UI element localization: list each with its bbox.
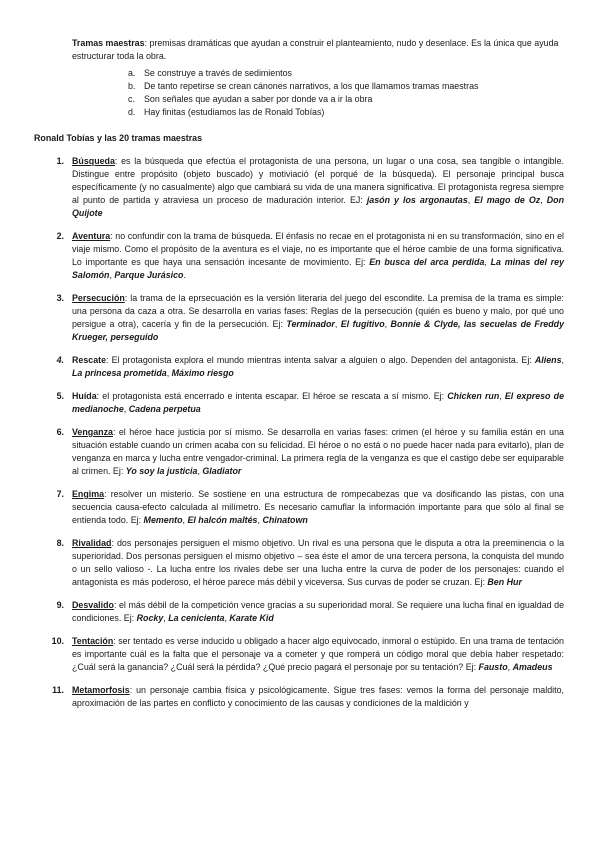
item-term: Rescate bbox=[72, 355, 107, 365]
item-term: Búsqueda bbox=[72, 156, 115, 166]
trama-item bbox=[34, 488, 564, 527]
item-number: 4. bbox=[56, 355, 64, 365]
item-example: Ben Hur bbox=[487, 577, 522, 587]
item-body: Tentación: ser tentado es verse inducido u obligado a hacer algo equivocado, inmoral o estúpido. En una trama de tentación es importante cuál es la falta que el personaje va a cometer y que romperá un código moral que debía haber respetado: ¿Cuál será la ganancia? ¿Cuál será la pérdida? ¿Qué precio pagará el personaje por su tentación? Ej: Fausto, Amadeus bbox=[72, 636, 564, 672]
item-example: Don Quijote bbox=[72, 195, 565, 218]
item-number: 6. bbox=[56, 427, 64, 437]
item-number: 1. bbox=[56, 156, 64, 166]
item-term: Aventura bbox=[72, 231, 111, 241]
trama-item bbox=[34, 684, 564, 710]
item-number: 3. bbox=[56, 293, 64, 303]
item-text: : un personaje cambia física y psicológicamente. Sigue tres fases: vemos la forma del personaje maldito, aproximación de las partes en conflicto y conocimiento de las causas y condiciones de la maldición y bbox=[72, 685, 564, 708]
item-body: Búsqueda: es la búsqueda que efectúa el protagonista de una persona, un lugar o una cosa, sea tangible o intangible. Distingue entre propósito (objeto buscado) y motiviació (el porqué de la búsqueda). El personaje principal busca específicamente (y no casualmente) algo que cambiará su vida de una manera significativa. El protagonista regresa siempre al punto de partida y atraviesa un proceso de maduración interior. EJ: jasón y los argonautas, El mago de Oz, Don Quijote bbox=[72, 156, 565, 218]
trama-item bbox=[34, 635, 564, 674]
item-text: : no confundir con la trama de búsqueda. El énfasis no recae en el protagonista ni en su transformación, sino en el viaje mismo. Como el propósito de la aventura es el viaje, no es importante que el héroe cambie de una forma significativa. Lo importante es que haya una sensación incesante de movimiento. Ej: bbox=[72, 231, 564, 267]
item-number: 9. bbox=[56, 600, 64, 610]
item-example: Yo soy la justicia bbox=[125, 466, 198, 476]
item-text: : el héroe hace justicia por sí mismo. Se desarrolla en varias fases: crimen (el héroe y su familia están en una situación estable cuando un crimen acaba con su felicidad. El héroe o no está o no puede hacer nada para evitarlo), plan de venganza en marca y lucha entre vengador-criminal. La primera regla de la venganza es que el castigo debe ser equiparable al crimen. Ej: bbox=[72, 427, 564, 476]
item-example: Rocky bbox=[136, 613, 164, 623]
item-example: jasón y los argonautas bbox=[366, 195, 468, 205]
intro-point: b. De tanto repetirse se crean cánones narrativos, a los que llamamos tramas maestras bbox=[128, 81, 479, 91]
item-text: : el más débil de la competición vence gracias a su superioridad moral. Se requiere una lucha final en igualdad de condiciones. Ej: bbox=[72, 600, 564, 623]
item-example: Bonnie & Clyde, las secuelas de Freddy Krueger, perseguido bbox=[72, 319, 565, 342]
item-example: La minas del rey Salomón bbox=[72, 257, 565, 280]
item-example: Gladiator bbox=[202, 466, 242, 476]
item-body: Aventura: no confundir con la trama de búsqueda. El énfasis no recae en el protagonista ni en su transformación, sino en el viaje mismo. Como el propósito de la aventura es el viaje, no es importante que el héroe cambie de una forma significativa. Lo importante es que haya una sensación incesante de movimiento. Ej: En busca del arca perdida, La minas del rey Salomón, Parque Jurásico. bbox=[72, 231, 565, 280]
item-text: : la trama de la eprsecuación es la versión literaria del juego del escondite. La premisa de la trama es simple: una persona da caza a otra. Se desarrolla en varias fases: Reglas de la persecución (quién es bueno y malo, por qué uno persigue a otra), cacería y fin de la persecución. Ej: bbox=[72, 293, 564, 329]
item-number: 10. bbox=[51, 636, 64, 646]
item-term: Tentación bbox=[72, 636, 114, 646]
item-body: Venganza: el héroe hace justicia por sí mismo. Se desarrolla en varias fases: crimen (el héroe y su familia están en una situación estable cuando un crimen acaba con su felicidad. El héroe o no está o no puede hacer nada para evitarlo), plan de venganza en marca y lucha entre vengador-criminal. La primera regla de la venganza es que el castigo debe ser equiparable al crimen. Ej: Yo soy la justicia, Gladiator bbox=[72, 427, 564, 476]
item-body: Persecución: la trama de la eprsecuación es la versión literaria del juego del escondite. La premisa de la trama es simple: una persona da caza a otra. Se desarrolla en varias fases: Reglas de la persecución (quién es bueno y malo, por qué uno persigue a otra), cacería y fin de la persecución. Ej: Terminador, El fugitivo, Bonnie & Clyde, las secuelas de Freddy Krueger, perseguido bbox=[72, 293, 565, 342]
item-example: En busca del arca perdida bbox=[369, 257, 485, 267]
item-example: Fausto bbox=[478, 662, 508, 672]
item-body: Desvalido: el más débil de la competición vence gracias a su superioridad moral. Se requiere una lucha final en igualdad de condiciones. Ej: Rocky, La cenicienta, Karate Kid bbox=[72, 600, 564, 623]
item-number: 7. bbox=[56, 489, 64, 499]
item-term: Persecución bbox=[72, 293, 125, 303]
trama-item bbox=[34, 426, 564, 478]
trama-item bbox=[34, 537, 564, 589]
item-example: La princesa prometida bbox=[72, 368, 167, 378]
item-number: 8. bbox=[56, 538, 64, 548]
item-example: Terminador bbox=[286, 319, 335, 329]
trama-item bbox=[34, 155, 564, 220]
item-number: 11. bbox=[52, 685, 64, 695]
item-body: Engima: resolver un misterio. Se sostiene en una estructura de rompecabezas que va dosificando las pistas, con una secuencia causa-efecto calculada al milímetro. Es necesario camuflar la información importante para que sólo al final se entienda todo. Ej: Memento, El halcón maltés, Chinatown bbox=[72, 489, 564, 525]
item-example: Chicken run bbox=[447, 391, 500, 401]
intro-paragraph bbox=[72, 37, 564, 119]
item-term: Desvalido bbox=[72, 600, 114, 610]
item-example: Chinatown bbox=[262, 515, 308, 525]
item-example: Memento bbox=[143, 515, 183, 525]
trama-item bbox=[34, 390, 564, 416]
item-term: Engima bbox=[72, 489, 105, 499]
trama-item bbox=[34, 292, 564, 344]
intro-point: d. Hay finitas (estudiamos las de Ronald Tobías) bbox=[128, 107, 325, 117]
item-example: Amadeus bbox=[512, 662, 553, 672]
item-number: 5. bbox=[56, 391, 64, 401]
item-body bbox=[72, 537, 564, 589]
item-tail: . bbox=[183, 270, 186, 280]
item-example: Parque Jurásico bbox=[114, 270, 184, 280]
item-text: : resolver un misterio. Se sostiene en una estructura de rompecabezas que va dosificando las pistas, con una secuencia causa-efecto calculada al milímetro. Es necesario camuflar la información importante para que sólo al final se entienda todo. Ej: bbox=[72, 489, 564, 525]
item-example: Máximo riesgo bbox=[171, 368, 234, 378]
intro-points bbox=[128, 67, 564, 119]
item-body: Rescate: El protagonista explora el mundo mientras intenta salvar a alguien o algo. Dependen del antagonista. Ej: Aliens, La princesa prometida, Máximo riesgo bbox=[72, 355, 564, 378]
item-term: Metamorfosis bbox=[72, 685, 130, 695]
item-text: : El protagonista explora el mundo mientras intenta salvar a alguien o algo. Dependen del antagonista. Ej: bbox=[106, 355, 535, 365]
item-example: Karate Kid bbox=[229, 613, 274, 623]
intro-point: a. Se construye a través de sedimientos bbox=[128, 68, 292, 78]
item-term: Venganza bbox=[72, 427, 113, 437]
item-body bbox=[72, 684, 564, 710]
item-example: La cenicienta bbox=[168, 613, 225, 623]
item-example: El halcón maltés bbox=[187, 515, 258, 525]
item-example: El fugitivo bbox=[340, 319, 385, 329]
intro-term: Tramas maestras bbox=[72, 38, 145, 48]
item-example: Cadena perpetua bbox=[128, 404, 201, 414]
item-body: Huída: el protagonista está encerrado e intenta escapar. El héroe se rescata a sí mismo. Ej: Chicken run, El expreso de medianoche, Cadena perpetua bbox=[72, 391, 565, 414]
item-example: El mago de Oz bbox=[474, 195, 541, 205]
item-number: 2. bbox=[56, 231, 64, 241]
item-text: : el protagonista está encerrado e intenta escapar. El héroe se rescata a sí mismo. Ej: bbox=[96, 391, 448, 401]
intro-text: : premisas dramáticas que ayudan a construir el planteamiento, nudo y desenlace. Es la única que ayuda estructurar toda la obra. bbox=[72, 38, 559, 61]
trama-item bbox=[34, 230, 564, 282]
item-term: Huída bbox=[72, 391, 97, 401]
intro-point: c. Son señales que ayudan a saber por donde va a ir la obra bbox=[128, 94, 373, 104]
item-example: El expreso de medianoche bbox=[72, 391, 565, 414]
tramas-list bbox=[34, 155, 564, 710]
section-title: Ronald Tobías y las 20 tramas maestras bbox=[34, 133, 203, 143]
item-text: : es la búsqueda que efectúa el protagonista de una persona, un lugar o una cosa, sea tangible o intangible. Distingue entre propósito (objeto buscado) y motiviació (el porqué de la búsqueda). El personaje principal busca específicamente (y no casualmente) algo que cambiará su vida de una manera significativa. El protagonista regresa siempre al punto de partida y atraviesa un proceso de maduración interior. EJ: bbox=[72, 156, 564, 205]
trama-item bbox=[34, 599, 564, 625]
trama-item bbox=[34, 354, 564, 380]
document-page bbox=[34, 37, 564, 720]
item-text: : ser tentado es verse inducido u obligado a hacer algo equivocado, inmoral o estúpido. En una trama de tentación es importante cuál es la falta que el personaje va a cometer y que romperá un código moral que debía haber respetado: ¿Cuál será la ganancia? ¿Cuál será la pérdida? ¿Qué precio pagará el personaje por su tentación? Ej: bbox=[72, 636, 564, 672]
item-example: Aliens bbox=[534, 355, 562, 365]
item-text: : dos personajes persiguen el mismo objetivo. Un rival es una persona que le disputa a otra la preeminencia o la superioridad. Dos personas persiguen el mismo objetivo – sea éste el amor de una tercera persona, la conquista del mundo o un sello valioso -. La lucha entre los rivales debe ser una lucha entre la curva de poder de los personajes: cuando el antagonista es más poderoso, el héroe parece más débil y viceversa. Sus curvas de poder se cruzan. Ej: bbox=[72, 538, 564, 587]
item-term: Rivalidad bbox=[72, 538, 112, 548]
